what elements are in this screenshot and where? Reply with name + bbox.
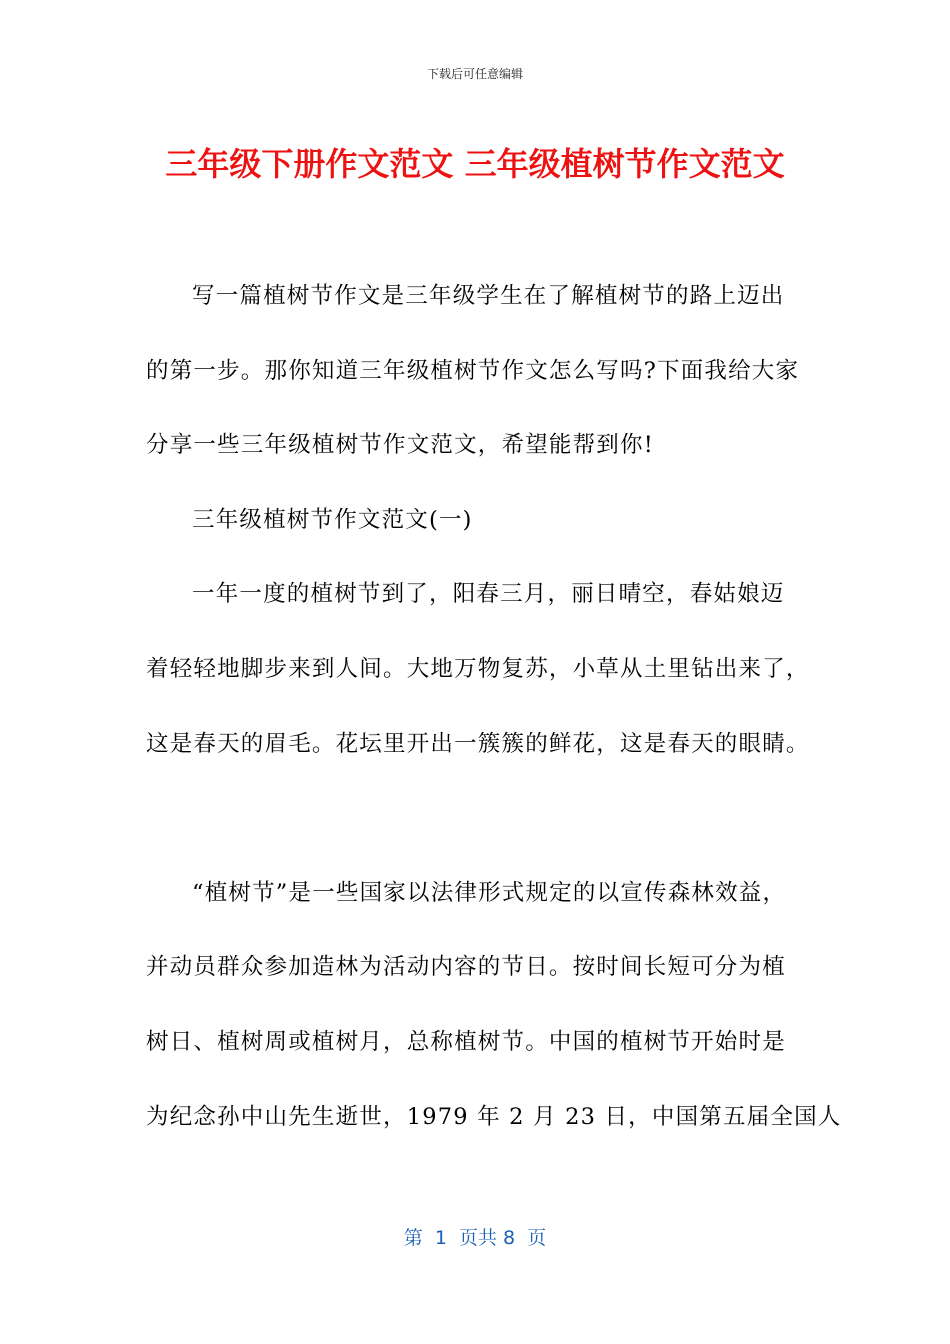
document-title: 三年级下册作文范文 三年级植树节作文范文 (165, 145, 785, 183)
paragraph-line: 着轻轻地脚步来到人间。大地万物复苏，小草从土里钻出来了， (146, 655, 810, 682)
paragraph-line: 写一篇植树节作文是三年级学生在了解植树节的路上迈出 (192, 283, 785, 309)
page-header-note: 下载后可任意编辑 (426, 67, 523, 81)
paragraph-line: 的第一步。那你知道三年级植树节作文怎么写吗?下面我给大家 (146, 357, 800, 384)
paragraph-line: 分享一些三年级植树节作文范文，希望能帮到你! (146, 432, 654, 459)
paragraph-line: “植树节”是一些国家以法律形式规定的以宣传森林效益， (192, 879, 787, 906)
paragraph-line: 这是春天的眉毛。花坛里开出一簇簇的鲜花，这是春天的眼睛。 (146, 730, 810, 757)
section-heading: 三年级植树节作文范文(一) (192, 506, 473, 533)
document-body (146, 259, 842, 1154)
paragraph-line: 树日、植树周或植树月，总称植树节。中国的植树节开始时是 (146, 1028, 786, 1055)
page-footer-pagination: 第 1 页共 8 页 (403, 1227, 547, 1249)
paragraph-line: 并动员群众参加造林为活动内容的节日。按时间长短可分为植 (146, 954, 786, 981)
paragraph-line: 一年一度的植树节到了，阳春三月，丽日晴空，春姑娘迈 (192, 581, 785, 608)
blank-line (146, 781, 806, 856)
paragraph-line: 为纪念孙中山先生逝世，1979 年 2 月 23 日，中国第五届全国人 (146, 1103, 842, 1130)
